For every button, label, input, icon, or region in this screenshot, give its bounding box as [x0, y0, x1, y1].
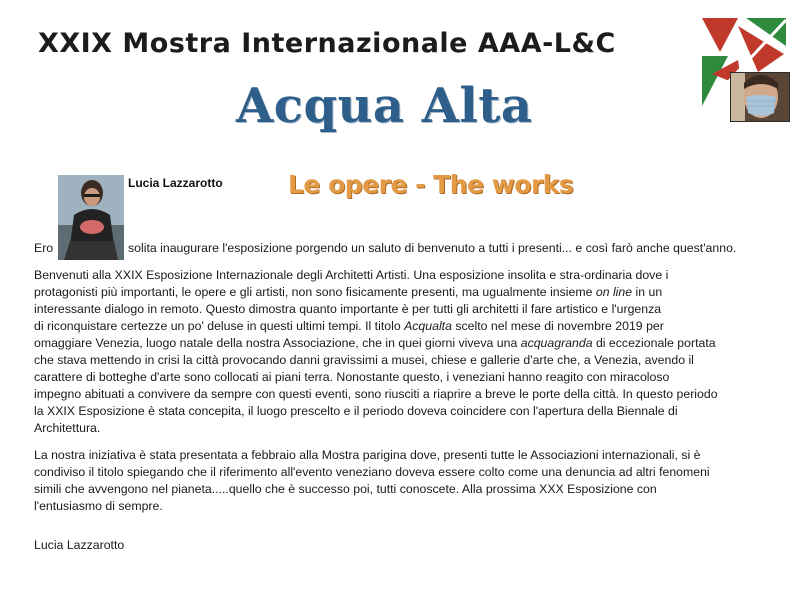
text-line: che stava mettendo in crisi la città provocando danni gravissimi a musei, chiese e gallerie d'arte che, a Venezia, avendo il [34, 353, 694, 367]
text-span: scelto nel mese di novembre 2019 per [451, 319, 664, 333]
letter-body [34, 240, 794, 525]
signature: Lucia Lazzarotto [34, 538, 125, 552]
text-line: solita inaugurare l'esposizione porgendo un saluto di benvenuto a tutti i presenti... e così farò anche quest'anno. [128, 241, 737, 255]
text-line: Ero [34, 241, 54, 255]
text-line: interessante dialogo in remoto. Questo dimostra quanto importante è per tutti gli architetti il fare artistico e l'urgenza [34, 302, 662, 316]
paragraph-initiative [34, 447, 794, 515]
text-line [34, 284, 794, 301]
text-span: di eccezionale portata [592, 336, 716, 350]
author-name: Lucia Lazzarotto [128, 176, 223, 190]
video-avatar [730, 72, 790, 122]
text-line: impegno abituati a convivere da sempre con questi eventi, sono riusciti a riaprire a breve le porte della città. In questo periodo [34, 387, 718, 401]
text-span-italic: Acqualta [404, 319, 452, 333]
text-span: di riconquistare certezze un po' deluse in questi ultimi tempi. Il titolo [34, 319, 405, 333]
text-span-italic: acquagranda [520, 336, 593, 350]
text-line [34, 318, 794, 335]
text-line: simili che avvengono nel pianeta.....quello che è successo poi, tutti conoscete. Alla prossima XXX Esposizione con [34, 482, 657, 496]
exhibition-title: XXIX Mostra Internazionale AAA-L&C [38, 28, 616, 59]
text-line: condiviso il titolo spiegando che il riferimento all'evento veneziano doveva essere colto come una denuncia ad altri fenomeni [34, 465, 710, 479]
text-line: Architettura. [34, 421, 101, 435]
main-title: Acqua Alta [236, 78, 533, 134]
text-span: omaggiare Venezia, luogo natale della nostra Associazione, che in quei giorni viveva una [34, 336, 521, 350]
paragraph-welcome [34, 267, 794, 437]
text-line [34, 335, 794, 352]
text-line: la XXIX Esposizione è stata concepita, il luogo prescelto e il periodo doveva coincidere con l'apertura della Biennale di [34, 404, 678, 418]
text-span-italic: on line [595, 285, 633, 299]
text-span: protagonisti più importanti, le opere e gli artisti, non sono fisicamente presenti, ma ugualmente insieme [34, 285, 596, 299]
text-line: Benvenuti alla XXIX Esposizione Internazionale degli Architetti Artisti. Una esposizione insolita e stra-ordinaria dove i [34, 268, 669, 282]
text-line: La nostra iniziativa è stata presentata a febbraio alla Mostra parigina dove, presenti tutte le Associazioni internazionali, si è [34, 448, 701, 462]
paragraph-intro [34, 240, 794, 257]
text-span: in un [632, 285, 663, 299]
text-line: carattere di botteghe d'arte sono collocati ai piani terra. Nonostante questo, i veneziani hanno reagito con miracoloso [34, 370, 670, 384]
text-line: l'entusiasmo di sempre. [34, 499, 163, 513]
works-title: Le opere - The works [288, 170, 574, 199]
